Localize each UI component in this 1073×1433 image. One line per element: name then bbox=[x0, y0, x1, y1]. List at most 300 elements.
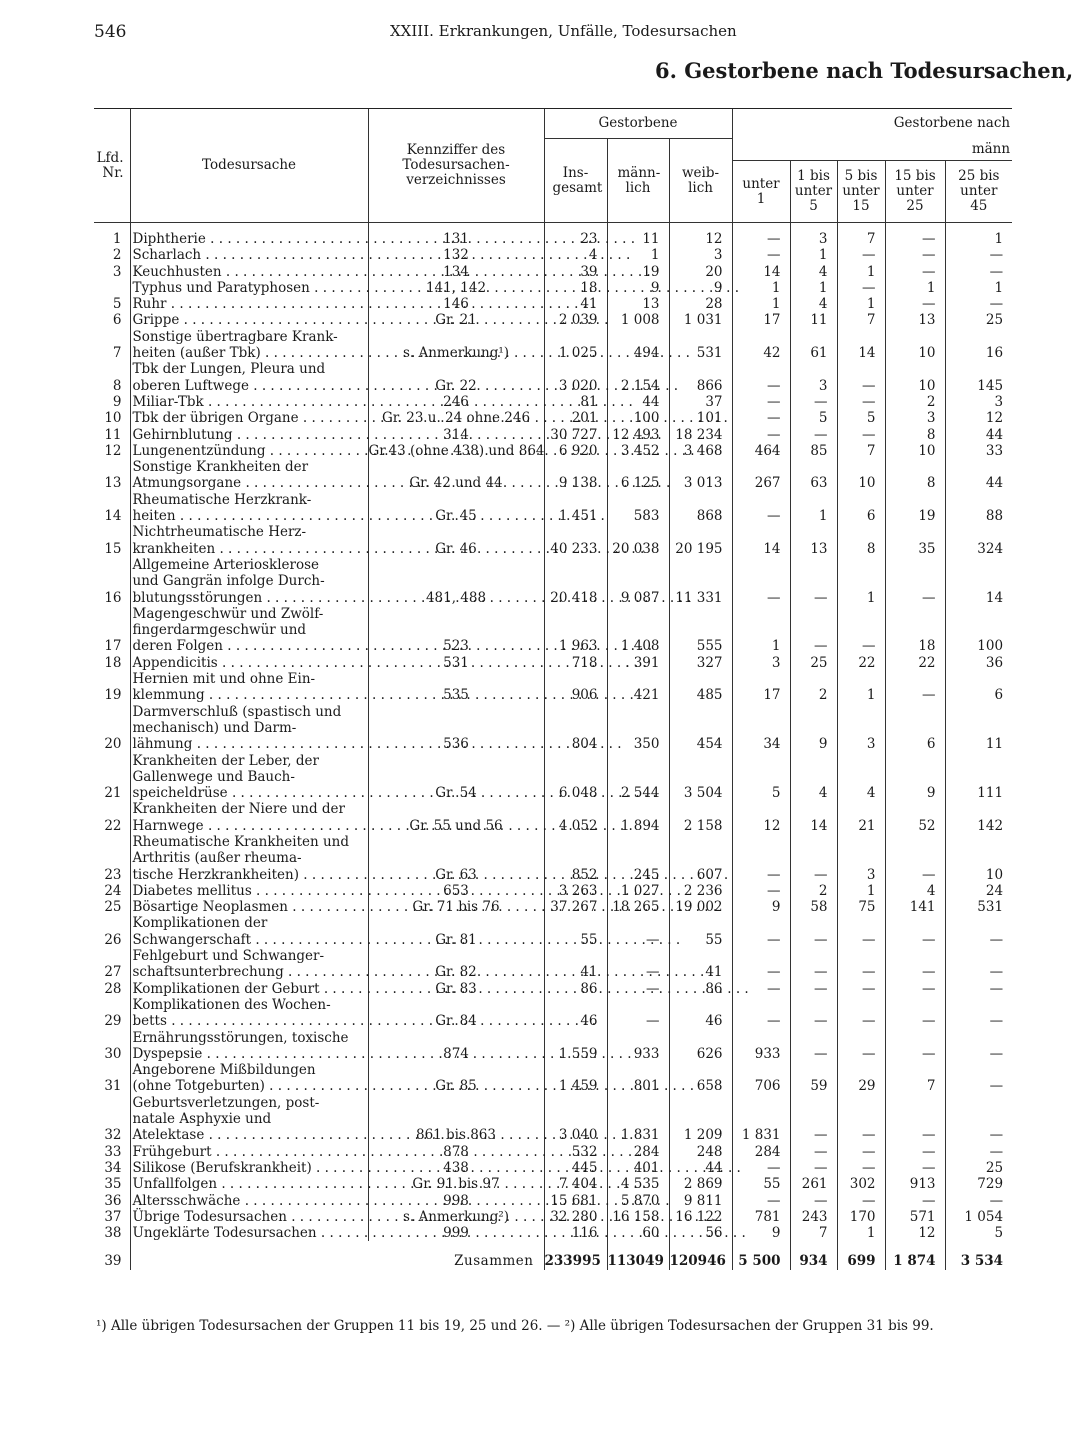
cause-line: blutungsstörungen . . . bbox=[133, 590, 692, 606]
age-15-25: — bbox=[885, 915, 945, 948]
age-15-25: 22 bbox=[885, 655, 945, 671]
age-1-5: 13 bbox=[790, 524, 837, 557]
cause-code: 998 bbox=[368, 1193, 544, 1209]
total-deaths: 55 bbox=[544, 915, 607, 948]
age-1-5: — bbox=[790, 915, 837, 948]
cause-line: Rheumatische Herzkrank- bbox=[132, 491, 312, 508]
table-row bbox=[94, 915, 1012, 948]
table-row bbox=[94, 1225, 1012, 1241]
age-15-25: — bbox=[885, 834, 945, 883]
header-group-nach: Gestorbene nach bbox=[732, 109, 1012, 139]
cause-name bbox=[130, 1193, 368, 1209]
age-under-1: 14 bbox=[732, 524, 790, 557]
cause-code: 653 bbox=[368, 883, 544, 899]
age-5-15: 1 bbox=[837, 296, 885, 312]
age-under-1: 1 bbox=[732, 606, 790, 655]
age-5-15: 302 bbox=[837, 1176, 885, 1192]
cause-code: Gr. 91 bis 97 bbox=[368, 1176, 544, 1192]
age-15-25: 13 bbox=[885, 312, 945, 328]
row-number: 21 bbox=[104, 785, 122, 802]
header-code: Kennziffer des Todesursachen-verzeichnisses bbox=[368, 109, 544, 223]
female-deaths: 19 002 bbox=[669, 899, 732, 915]
age-5-15: — bbox=[837, 1144, 885, 1160]
total-total-deaths: 233995 bbox=[544, 1241, 607, 1269]
male-deaths: 9 bbox=[607, 280, 669, 296]
cause-name bbox=[130, 606, 368, 655]
cause-line: mechanisch) und Darm- bbox=[132, 719, 297, 736]
age-under-1: 55 bbox=[732, 1176, 790, 1192]
cause-line: Geburtsverletzungen, post- bbox=[132, 1094, 320, 1111]
age-25-45: — bbox=[945, 247, 1012, 263]
row-number: 31 bbox=[104, 1078, 122, 1095]
female-deaths: 9 bbox=[669, 280, 732, 296]
age-1-5: — bbox=[790, 557, 837, 606]
cause-line: natale Asphyxie und bbox=[132, 1111, 272, 1128]
cause-name bbox=[130, 915, 368, 948]
age-1-5: 63 bbox=[790, 459, 837, 492]
cause-code: Gr. 83 bbox=[368, 981, 544, 997]
row-number: 1 bbox=[112, 231, 122, 247]
age-1-5: 61 bbox=[790, 329, 837, 362]
age-15-25: 141 bbox=[885, 899, 945, 915]
table-row bbox=[94, 655, 1012, 671]
page-number: 546 bbox=[94, 22, 127, 42]
total-deaths: 23 bbox=[544, 223, 607, 248]
age-15-25: 6 bbox=[885, 704, 945, 753]
cause-line: Ernährungsstörungen, toxische bbox=[132, 1029, 349, 1046]
cause-code: Gr. 23 u. 24 ohne 246 bbox=[368, 410, 544, 426]
age-1-5: 9 bbox=[790, 704, 837, 753]
age-5-15: 7 bbox=[837, 443, 885, 459]
cause-line: Bösartige Neoplasmen . . . bbox=[133, 899, 718, 915]
row-number: 11 bbox=[104, 426, 122, 443]
cause-line: (ohne Totgeburten) . . . bbox=[133, 1078, 695, 1094]
age-1-5: — bbox=[790, 834, 837, 883]
cause-name bbox=[130, 1095, 368, 1144]
age-15-25: — bbox=[885, 247, 945, 263]
age-15-25: — bbox=[885, 264, 945, 280]
cause-line: Appendicitis . . . bbox=[133, 655, 647, 671]
cause-line: Typhus und Paratyphosen . . . bbox=[133, 280, 740, 296]
male-deaths: 20 038 bbox=[607, 524, 669, 557]
age-15-25: 913 bbox=[885, 1176, 945, 1192]
cause-code: 861 bis 863 bbox=[368, 1095, 544, 1144]
male-deaths: 801 bbox=[607, 1062, 669, 1095]
age-under-1: — bbox=[732, 557, 790, 606]
age-5-15: — bbox=[837, 1193, 885, 1209]
total-deaths: 37 267 bbox=[544, 899, 607, 915]
age-1-5: — bbox=[790, 1095, 837, 1144]
age-under-1: — bbox=[732, 492, 790, 525]
total-age-5-15: 699 bbox=[837, 1241, 885, 1269]
age-25-45: 6 bbox=[945, 671, 1012, 704]
row-number: 23 bbox=[104, 866, 122, 883]
age-15-25: 19 bbox=[885, 492, 945, 525]
header-age-1-5: 1 bis unter 5 bbox=[790, 161, 837, 223]
row-number: 38 bbox=[104, 1225, 122, 1242]
cause-line: Harnwege . . . bbox=[133, 818, 633, 834]
cause-line: Scharlach . . . bbox=[133, 247, 631, 263]
cause-code: 141, 142 bbox=[368, 280, 544, 296]
female-deaths: 868 bbox=[669, 492, 732, 525]
age-25-45: — bbox=[945, 948, 1012, 981]
age-under-1: 267 bbox=[732, 459, 790, 492]
row-number: 26 bbox=[104, 931, 122, 948]
cause-name bbox=[130, 655, 368, 671]
cause-line: Allgemeine Arteriosklerose bbox=[132, 556, 320, 573]
age-5-15: 3 bbox=[837, 704, 885, 753]
row-number: 24 bbox=[104, 882, 122, 899]
age-1-5: 3 bbox=[790, 361, 837, 394]
age-25-45: 44 bbox=[945, 459, 1012, 492]
cause-line: Krankheiten der Niere und der bbox=[132, 801, 345, 818]
age-25-45: 25 bbox=[945, 1160, 1012, 1176]
table-row bbox=[94, 801, 1012, 834]
cause-line: Tbk der übrigen Organe . . . bbox=[133, 410, 728, 426]
row-number: 5 bbox=[112, 296, 122, 313]
male-deaths: 5 870 bbox=[607, 1193, 669, 1209]
age-1-5: 58 bbox=[790, 899, 837, 915]
cause-code: 878 bbox=[368, 1144, 544, 1160]
row-number: 8 bbox=[112, 377, 122, 394]
cause-line: Nichtrheumatische Herz- bbox=[132, 524, 307, 541]
table-row bbox=[94, 1160, 1012, 1176]
table-row bbox=[94, 981, 1012, 997]
age-under-1: — bbox=[732, 915, 790, 948]
cause-line: Hernien mit und ohne Ein- bbox=[132, 671, 316, 688]
age-under-1: — bbox=[732, 981, 790, 997]
age-25-45: 145 bbox=[945, 361, 1012, 394]
age-under-1: — bbox=[732, 394, 790, 410]
female-deaths: 41 bbox=[669, 948, 732, 981]
male-deaths: 583 bbox=[607, 492, 669, 525]
table-row bbox=[94, 1209, 1012, 1225]
total-deaths: 804 bbox=[544, 704, 607, 753]
cause-code: 874 bbox=[368, 1030, 544, 1063]
cause-name bbox=[130, 264, 368, 280]
cause-line: Arthritis (außer rheuma- bbox=[132, 850, 302, 867]
female-deaths: 3 013 bbox=[669, 459, 732, 492]
age-5-15: 1 bbox=[837, 671, 885, 704]
male-deaths: 3 452 bbox=[607, 443, 669, 459]
cause-line: Keuchhusten . . . bbox=[133, 264, 651, 280]
age-15-25: 35 bbox=[885, 524, 945, 557]
cause-line: Frühgeburt . . . bbox=[133, 1144, 641, 1160]
male-deaths: 6 125 bbox=[607, 459, 669, 492]
age-5-15: 1 bbox=[837, 264, 885, 280]
age-under-1: 781 bbox=[732, 1209, 790, 1225]
female-deaths: 531 bbox=[669, 329, 732, 362]
table-title: 6. Gestorbene nach Todesursachen, bbox=[655, 58, 1073, 83]
total-deaths: 3 020 bbox=[544, 361, 607, 394]
age-under-1: 1 831 bbox=[732, 1095, 790, 1144]
cause-name bbox=[130, 801, 368, 834]
female-deaths: 327 bbox=[669, 655, 732, 671]
cause-name bbox=[130, 223, 368, 248]
row-number: 36 bbox=[104, 1192, 122, 1209]
age-15-25: 2 bbox=[885, 394, 945, 410]
cause-code: Gr. 82 bbox=[368, 948, 544, 981]
header-lfd-nr: Lfd. Nr. bbox=[94, 109, 130, 223]
total-deaths: 1 459 bbox=[544, 1062, 607, 1095]
cause-line: fingerdarmgeschwür und bbox=[132, 622, 307, 639]
cause-line: Silikose (Berufskrankheit) . . . bbox=[133, 1160, 741, 1176]
male-deaths: 2 154 bbox=[607, 361, 669, 394]
age-25-45: 11 bbox=[945, 704, 1012, 753]
age-5-15: 1 bbox=[837, 557, 885, 606]
male-deaths: 421 bbox=[607, 671, 669, 704]
age-under-1: 464 bbox=[732, 443, 790, 459]
total-deaths: 20 418 bbox=[544, 557, 607, 606]
table-row bbox=[94, 1193, 1012, 1209]
total-deaths: 4 052 bbox=[544, 801, 607, 834]
cause-code: 131 bbox=[368, 223, 544, 248]
footnote: ¹) Alle übrigen Todesursachen der Gruppen 11 bis 19, 25 und 26. — ²) Alle übrigen Todesursachen der Gruppen 31 bis 99. bbox=[96, 1318, 934, 1334]
age-1-5: 11 bbox=[790, 312, 837, 328]
cause-line: Krankheiten der Leber, der bbox=[132, 752, 319, 769]
female-deaths: 56 bbox=[669, 1225, 732, 1241]
cause-name bbox=[130, 997, 368, 1030]
row-number: 25 bbox=[104, 899, 122, 916]
cause-line: Miliar-Tbk . . . bbox=[133, 394, 633, 410]
female-deaths: 2 236 bbox=[669, 883, 732, 899]
age-under-1: 706 bbox=[732, 1062, 790, 1095]
age-15-25: 52 bbox=[885, 801, 945, 834]
age-1-5: — bbox=[790, 948, 837, 981]
total-male-deaths: 113049 bbox=[607, 1241, 669, 1269]
row-number: 35 bbox=[104, 1176, 122, 1193]
total-deaths: 41 bbox=[544, 948, 607, 981]
age-25-45: 1 054 bbox=[945, 1209, 1012, 1225]
female-deaths: 44 bbox=[669, 1160, 732, 1176]
age-5-15: 5 bbox=[837, 410, 885, 426]
table-row bbox=[94, 704, 1012, 753]
cause-line: Atelektase . . . bbox=[133, 1127, 634, 1143]
row-number: 28 bbox=[104, 980, 122, 997]
male-deaths: 60 bbox=[607, 1225, 669, 1241]
age-1-5: 3 bbox=[790, 223, 837, 248]
age-1-5: 2 bbox=[790, 671, 837, 704]
total-deaths: 906 bbox=[544, 671, 607, 704]
row-number: 9 bbox=[112, 393, 122, 410]
cause-name bbox=[130, 459, 368, 492]
cause-name bbox=[130, 296, 368, 312]
age-under-1: — bbox=[732, 247, 790, 263]
cause-line: heiten . . . bbox=[133, 508, 605, 524]
total-label: Zusammen bbox=[130, 1241, 544, 1269]
male-deaths: 1 027 bbox=[607, 883, 669, 899]
age-15-25: 8 bbox=[885, 427, 945, 443]
total-deaths: 40 233 bbox=[544, 524, 607, 557]
age-5-15: — bbox=[837, 981, 885, 997]
total-deaths: 4 bbox=[544, 247, 607, 263]
female-deaths: 2 158 bbox=[669, 801, 732, 834]
age-5-15: 10 bbox=[837, 459, 885, 492]
total-deaths: 445 bbox=[544, 1160, 607, 1176]
age-15-25: — bbox=[885, 997, 945, 1030]
cause-line: Tbk der Lungen, Pleura und bbox=[132, 361, 326, 378]
age-5-15: — bbox=[837, 948, 885, 981]
header-age-15-25: 15 bis unter 25 bbox=[885, 161, 945, 223]
age-1-5: 25 bbox=[790, 655, 837, 671]
cause-line: Ruhr . . . bbox=[133, 296, 596, 312]
age-25-45: — bbox=[945, 1062, 1012, 1095]
cause-line: Fehlgeburt und Schwanger- bbox=[132, 948, 325, 965]
table-row bbox=[94, 753, 1012, 802]
age-5-15: 21 bbox=[837, 801, 885, 834]
cause-code: Gr. 21 bbox=[368, 312, 544, 328]
table-row bbox=[94, 1062, 1012, 1095]
cause-name bbox=[130, 671, 368, 704]
cause-name bbox=[130, 899, 368, 915]
female-deaths: 2 869 bbox=[669, 1176, 732, 1192]
age-15-25: — bbox=[885, 981, 945, 997]
total-age-under-1: 5 500 bbox=[732, 1241, 790, 1269]
age-under-1: 34 bbox=[732, 704, 790, 753]
cause-name bbox=[130, 1209, 368, 1225]
male-deaths: 1 894 bbox=[607, 801, 669, 834]
age-1-5: 4 bbox=[790, 753, 837, 802]
age-under-1: 1 bbox=[732, 280, 790, 296]
age-1-5: 14 bbox=[790, 801, 837, 834]
total-deaths: 15 681 bbox=[544, 1193, 607, 1209]
cause-line: und Gangrän infolge Durch- bbox=[132, 573, 325, 590]
cause-name bbox=[130, 883, 368, 899]
cause-line: tische Herzkrankheiten) . . . bbox=[133, 867, 729, 883]
age-under-1: — bbox=[732, 1193, 790, 1209]
table-row bbox=[94, 834, 1012, 883]
total-female-deaths: 120946 bbox=[669, 1241, 732, 1269]
age-1-5: — bbox=[790, 1193, 837, 1209]
cause-code: s. Anmerkung¹) bbox=[368, 329, 544, 362]
age-under-1: 5 bbox=[732, 753, 790, 802]
table-row bbox=[94, 948, 1012, 981]
cause-line: Schwangerschaft . . . bbox=[133, 932, 681, 948]
age-1-5: — bbox=[790, 1030, 837, 1063]
row-number: 34 bbox=[104, 1159, 122, 1176]
male-deaths: 44 bbox=[607, 394, 669, 410]
cause-line: speicheldrüse . . . bbox=[133, 785, 657, 801]
female-deaths: 866 bbox=[669, 361, 732, 394]
total-age-25-45: 3 534 bbox=[945, 1241, 1012, 1269]
cause-code: 535 bbox=[368, 671, 544, 704]
age-5-15: — bbox=[837, 361, 885, 394]
male-deaths: 1 bbox=[607, 247, 669, 263]
row-number: 6 bbox=[112, 312, 122, 329]
cause-name bbox=[130, 704, 368, 753]
table-row bbox=[94, 329, 1012, 362]
age-under-1: 1 bbox=[732, 296, 790, 312]
cause-code: 132 bbox=[368, 247, 544, 263]
row-number: 16 bbox=[104, 589, 122, 606]
mortality-table bbox=[94, 108, 1012, 1270]
female-deaths: 55 bbox=[669, 915, 732, 948]
female-deaths: 1 209 bbox=[669, 1095, 732, 1144]
age-25-45: — bbox=[945, 981, 1012, 997]
age-1-5: 85 bbox=[790, 443, 837, 459]
age-15-25: — bbox=[885, 557, 945, 606]
age-under-1: 12 bbox=[732, 801, 790, 834]
female-deaths: 12 bbox=[669, 223, 732, 248]
total-deaths: 1 451 bbox=[544, 492, 607, 525]
header-weiblich: weib-lich bbox=[669, 139, 732, 223]
male-deaths: — bbox=[607, 981, 669, 997]
table-row bbox=[94, 1144, 1012, 1160]
table-row bbox=[94, 361, 1012, 394]
age-under-1: — bbox=[732, 361, 790, 394]
row-number: 20 bbox=[104, 736, 122, 753]
total-deaths: 6 048 bbox=[544, 753, 607, 802]
cause-line: Ungeklärte Todesursachen . . . bbox=[133, 1225, 746, 1241]
age-1-5: 4 bbox=[790, 264, 837, 280]
age-25-45: 88 bbox=[945, 492, 1012, 525]
cause-line: lähmung . . . bbox=[133, 736, 622, 752]
female-deaths: 11 331 bbox=[669, 557, 732, 606]
female-deaths: 626 bbox=[669, 1030, 732, 1063]
cause-line: Sonstige Krankheiten der bbox=[132, 459, 309, 476]
table-row bbox=[94, 1030, 1012, 1063]
cause-name bbox=[130, 280, 368, 296]
cause-name bbox=[130, 312, 368, 328]
total-deaths: 2 039 bbox=[544, 312, 607, 328]
table-row bbox=[94, 410, 1012, 426]
age-15-25: 3 bbox=[885, 410, 945, 426]
table-row bbox=[94, 394, 1012, 410]
age-under-1: 933 bbox=[732, 1030, 790, 1063]
total-deaths: 32 280 bbox=[544, 1209, 607, 1225]
age-25-45: — bbox=[945, 296, 1012, 312]
age-under-1: — bbox=[732, 834, 790, 883]
cause-code: 314 bbox=[368, 427, 544, 443]
age-5-15: 29 bbox=[837, 1062, 885, 1095]
cause-code: Gr. 71 bis 76 bbox=[368, 899, 544, 915]
total-deaths: 3 263 bbox=[544, 883, 607, 899]
age-15-25: — bbox=[885, 1144, 945, 1160]
cause-code: 999 bbox=[368, 1225, 544, 1241]
cause-line: Darmverschluß (spastisch und bbox=[132, 703, 342, 720]
age-under-1: — bbox=[732, 883, 790, 899]
age-1-5: — bbox=[790, 1144, 837, 1160]
cause-line: Magengeschwür und Zwölf- bbox=[132, 605, 324, 622]
total-deaths: 30 727 bbox=[544, 427, 607, 443]
male-deaths: 9 087 bbox=[607, 557, 669, 606]
age-15-25: 10 bbox=[885, 361, 945, 394]
total-deaths: 201 bbox=[544, 410, 607, 426]
age-25-45: — bbox=[945, 1095, 1012, 1144]
female-deaths: 46 bbox=[669, 997, 732, 1030]
cause-name bbox=[130, 1160, 368, 1176]
female-deaths: 658 bbox=[669, 1062, 732, 1095]
row-number: 14 bbox=[104, 508, 122, 525]
row-number: 27 bbox=[104, 964, 122, 981]
age-25-45: — bbox=[945, 1030, 1012, 1063]
cause-name bbox=[130, 329, 368, 362]
table-row bbox=[94, 492, 1012, 525]
table-row bbox=[94, 443, 1012, 459]
age-1-5: — bbox=[790, 981, 837, 997]
table-row bbox=[94, 1176, 1012, 1192]
cause-line: Dyspepsie . . . bbox=[133, 1046, 632, 1062]
female-deaths: 607 bbox=[669, 834, 732, 883]
cause-code: Gr. 63 bbox=[368, 834, 544, 883]
age-15-25: 12 bbox=[885, 1225, 945, 1241]
table-row bbox=[94, 1095, 1012, 1144]
row-number: 18 bbox=[104, 654, 122, 671]
age-under-1: 17 bbox=[732, 671, 790, 704]
age-5-15: — bbox=[837, 997, 885, 1030]
cause-line: Lungenentzündung . . . bbox=[133, 443, 695, 459]
cause-line: Altersschwäche . . . bbox=[133, 1193, 670, 1209]
